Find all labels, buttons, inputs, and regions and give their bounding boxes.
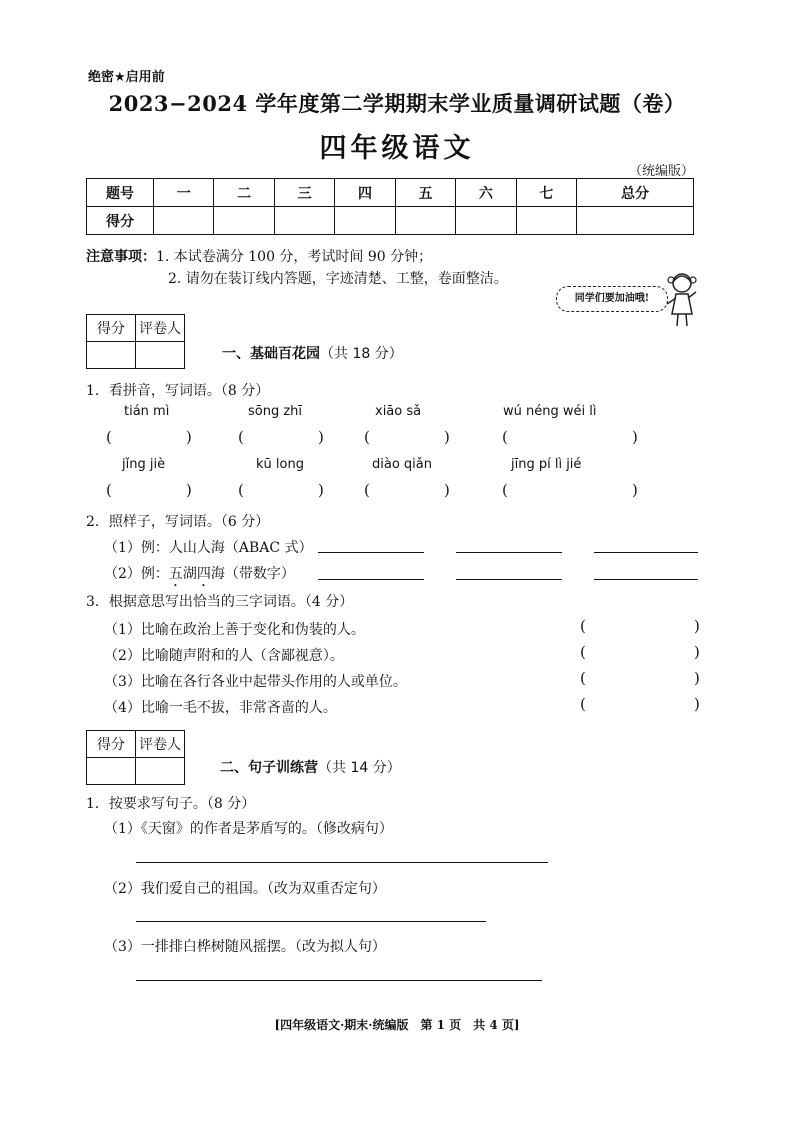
confidential-mark: 绝密★启用前 [88, 70, 165, 85]
definition-item: （2）比喻随声附和的人（含鄙视意）。 [104, 648, 344, 664]
grade-box [86, 314, 185, 369]
grade-box-score-label: 得分 [87, 315, 136, 342]
example-char: 湖 [182, 566, 197, 582]
answer-blank[interactable] [116, 430, 186, 448]
score-row-label: 得分 [87, 207, 154, 235]
answer-blank[interactable] [374, 483, 444, 501]
notes-line-1 [86, 246, 432, 266]
score-table-score-row [87, 207, 694, 235]
score-table-cell: 二 [214, 179, 274, 207]
pinyin-word: jǐng jiè [122, 457, 166, 472]
notes-item: 1. 本试卷满分 100 分，考试时间 90 分钟； [156, 249, 433, 265]
answer-blank[interactable] [512, 483, 630, 501]
answer-paren-close: ) [318, 428, 324, 446]
question-1-2-label: 2．照样子，写词语。（6 分） [86, 514, 270, 530]
answer-paren-close: ) [318, 481, 324, 499]
grade-box-score-cell[interactable] [87, 342, 136, 369]
answer-blank[interactable] [592, 671, 692, 689]
grade-box-grader-cell[interactable] [136, 758, 185, 785]
score-input-cell[interactable] [274, 207, 334, 235]
page-footer: [四年级语文·期末·统编版 第 1 页 共 4 页] [274, 1018, 520, 1032]
answer-paren-close: ) [694, 669, 700, 687]
answer-blank[interactable] [116, 483, 186, 501]
grade-box-score-cell[interactable] [87, 758, 136, 785]
cartoon-girl-icon [662, 270, 702, 330]
section-title-text: 二、句子训练营 [220, 760, 318, 776]
score-input-cell[interactable] [395, 207, 455, 235]
score-table-header-row [87, 179, 694, 207]
pinyin-word: diào qiǎn [372, 457, 432, 472]
answer-paren-close: ) [186, 428, 192, 446]
example-2-suffix: （带数字） [224, 566, 295, 582]
answer-paren-close: ) [444, 481, 450, 499]
grade-box-grader-label: 评卷人 [136, 731, 185, 758]
answer-paren-open: ( [502, 481, 508, 499]
exam-title: 2023−2024 学年度第二学期期末学业质量调研试题（卷） [108, 91, 686, 116]
score-table-cell: 五 [395, 179, 455, 207]
pinyin-word: sōng zhī [248, 404, 303, 419]
answer-paren-open: ( [364, 481, 370, 499]
score-input-cell[interactable] [516, 207, 576, 235]
edition-label: （统编版） [628, 164, 694, 179]
answer-paren-open: ( [106, 481, 112, 499]
score-table [86, 178, 694, 235]
answer-line[interactable] [456, 552, 562, 553]
answer-blank[interactable] [592, 697, 692, 715]
exam-subtitle: 四年级语文 [319, 133, 475, 164]
section-points: （共 18 分） [320, 346, 403, 362]
answer-blank[interactable] [374, 430, 444, 448]
section-points: （共 14 分） [318, 760, 401, 776]
score-input-cell[interactable] [456, 207, 516, 235]
score-table-cell: 一 [154, 179, 214, 207]
answer-paren-open: ( [580, 617, 586, 635]
answer-paren-close: ) [632, 428, 638, 446]
score-table-cell: 三 [274, 179, 334, 207]
section-1-title [222, 343, 403, 363]
answer-paren-open: ( [580, 669, 586, 687]
score-table-cell: 七 [516, 179, 576, 207]
pinyin-word: jīng pí lì jié [511, 457, 582, 472]
example-char: 海 [210, 566, 225, 582]
notes-item: 2. 请勿在装订线内答题，字迹清楚、工整，卷面整洁。 [168, 271, 508, 287]
answer-blank[interactable] [248, 483, 318, 501]
pinyin-word: kū long [256, 457, 304, 472]
answer-line[interactable] [594, 579, 698, 580]
answer-line[interactable] [318, 579, 424, 580]
answer-paren-close: ) [632, 481, 638, 499]
answer-paren-close: ) [694, 695, 700, 713]
score-table-cell: 六 [456, 179, 516, 207]
question-1-3-label: 3．根据意思写出恰当的三字词语。（4 分） [86, 594, 354, 610]
pinyin-word: xiāo sǎ [375, 404, 422, 419]
score-input-cell[interactable] [214, 207, 274, 235]
rewrite-item: （2）我们爱自己的祖国。（改为双重否定句） [104, 881, 386, 897]
score-table-cell: 题号 [87, 179, 154, 207]
pinyin-word: tián mì [124, 404, 170, 419]
score-input-cell[interactable] [577, 207, 694, 235]
notes-label: 注意事项： [86, 249, 156, 265]
rewrite-item: （1）《天窗》的作者是茅盾写的。（修改病句） [104, 821, 393, 837]
answer-paren-open: ( [580, 695, 586, 713]
answer-line[interactable] [136, 980, 542, 981]
question-1-1-label: 1．看拼音，写词语。（8 分） [86, 383, 270, 399]
cheer-bubble: 同学们要加油哦! [556, 286, 668, 312]
section-2-title [220, 757, 401, 777]
answer-line[interactable] [136, 921, 486, 922]
grade-box-score-label: 得分 [87, 731, 136, 758]
grade-box-grader-label: 评卷人 [136, 315, 185, 342]
answer-paren-open: ( [238, 481, 244, 499]
score-input-cell[interactable] [335, 207, 395, 235]
grade-box [86, 730, 185, 785]
answer-line[interactable] [136, 862, 548, 863]
rewrite-item: （3）一排排白桦树随风摇摆。（改为拟人句） [104, 939, 386, 955]
answer-paren-close: ) [186, 481, 192, 499]
answer-blank[interactable] [248, 430, 318, 448]
answer-line[interactable] [318, 552, 424, 553]
answer-paren-open: ( [364, 428, 370, 446]
pinyin-word: wú néng wéi lì [503, 404, 597, 419]
grade-box-grader-cell[interactable] [136, 342, 185, 369]
answer-blank[interactable] [592, 619, 692, 637]
score-table-cell: 四 [335, 179, 395, 207]
section-title-text: 一、基础百花园 [222, 346, 320, 362]
answer-line[interactable] [594, 552, 698, 553]
definition-item: （3）比喻在各行各业中起带头作用的人或单位。 [104, 674, 407, 690]
score-input-cell[interactable] [154, 207, 214, 235]
answer-line[interactable] [456, 579, 562, 580]
answer-paren-close: ) [694, 617, 700, 635]
question-2-1-label: 1．按要求写句子。（8 分） [86, 796, 256, 812]
answer-paren-close: ) [444, 428, 450, 446]
example-2-prefix: （2）例： [104, 566, 169, 582]
answer-paren-open: ( [106, 428, 112, 446]
definition-item: （4）比喻一毛不拔，非常吝啬的人。 [104, 700, 337, 716]
definition-item: （1）比喻在政治上善于变化和伪装的人。 [104, 622, 365, 638]
answer-paren-open: ( [238, 428, 244, 446]
emphasized-char: 五 [168, 566, 183, 582]
example-2 [104, 563, 295, 590]
answer-paren-close: ) [694, 643, 700, 661]
example-1: （1）例：人山人海（ABAC 式） [104, 540, 313, 556]
answer-paren-open: ( [502, 428, 508, 446]
score-table-cell: 总分 [577, 179, 694, 207]
answer-blank[interactable] [592, 645, 692, 663]
answer-paren-open: ( [580, 643, 586, 661]
answer-blank[interactable] [512, 430, 630, 448]
emphasized-char: 四 [196, 566, 211, 582]
